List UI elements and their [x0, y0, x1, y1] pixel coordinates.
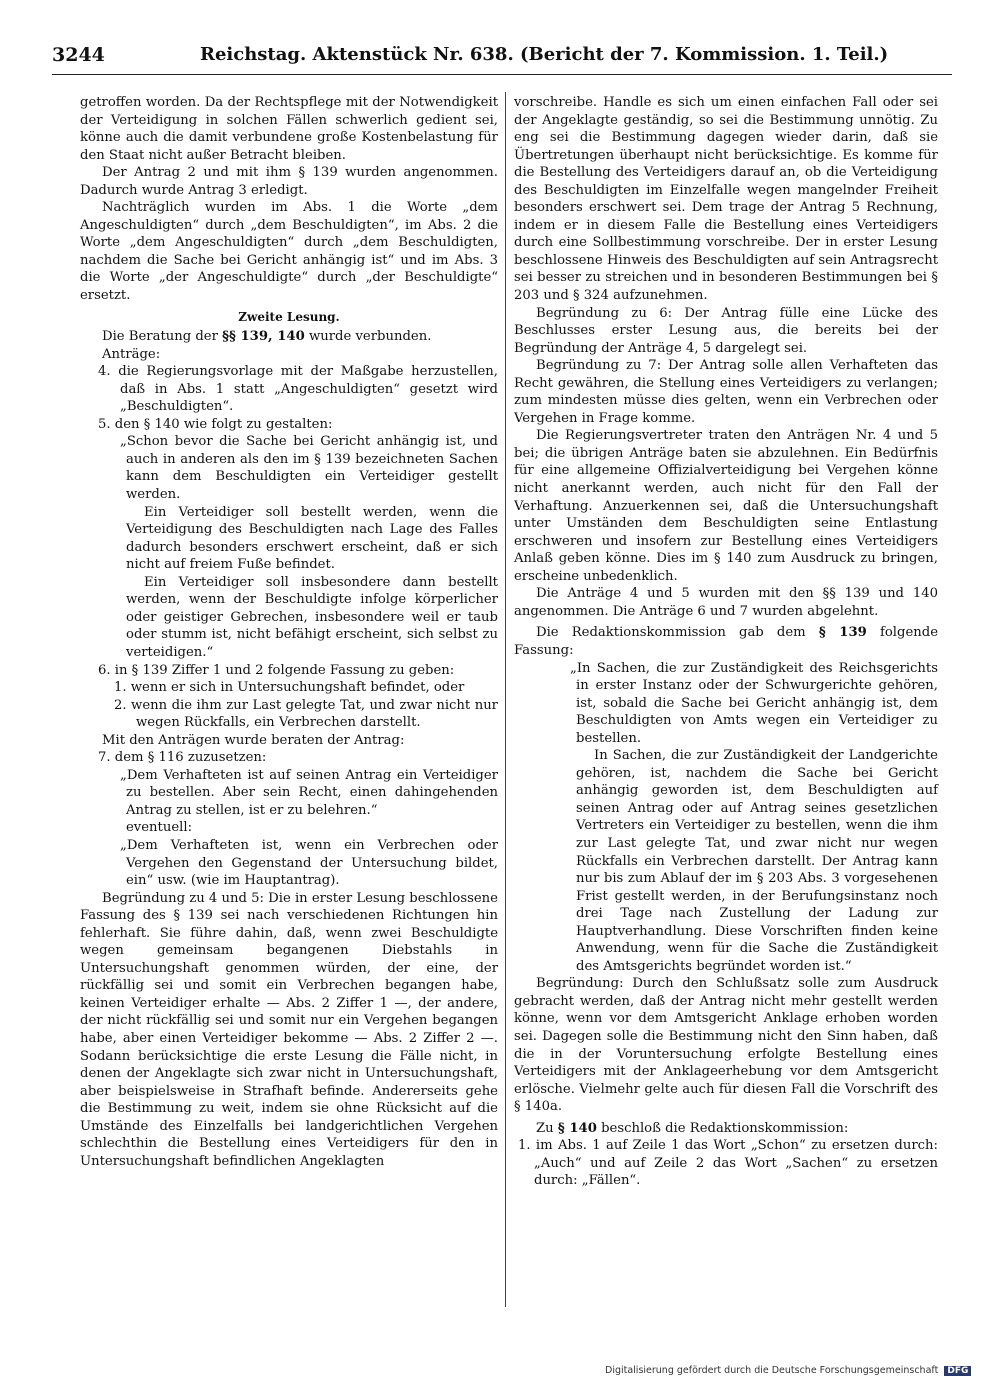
paragraph: Mit den Anträgen wurde beraten der Antrag: [102, 732, 405, 748]
paragraph: Die Anträge 4 und 5 wurden mit den §§ 139 und 140 angenommen. Die Anträge 6 und 7 wurden abgelehnt. [514, 586, 938, 619]
list-item: 6. in § 139 Ziffer 1 und 2 folgende Fassung zu geben: [98, 662, 455, 678]
text-run: Zu [536, 1120, 558, 1136]
page-header [52, 44, 952, 74]
paragraph [514, 1120, 938, 1138]
dfg-logo: DFG [944, 1366, 971, 1376]
section-ref: §§ 139, 140 [222, 329, 305, 345]
section-ref: § 140 [557, 1120, 597, 1136]
text-run: Die Beratung der [102, 329, 223, 345]
paragraph: Begründung zu 6: Der Antrag fülle eine Lücke des Beschlusses erster Lesung aus, die bereits bei der Begründung der Anträge 4, 5 dargelegt sei. [514, 305, 938, 356]
list-item: 1. im Abs. 1 auf Zeile 1 das Wort „Schon“ zu ersetzen durch: „Auch“ und auf Zeile 2 das Wort „Sachen“ zu ersetzen durch: „Fällen“. [518, 1138, 938, 1189]
paragraph: getroffen worden. Da der Rechtspflege mit der Notwendigkeit der Verteidigung in solchen Fällen schwerlich gedient sei, könne auch die damit verbundene große Kostenbelastung für den Staat nicht außer Betracht bleiben. [80, 95, 498, 163]
quote-paragraph: „Dem Verhafteten ist, wenn ein Verbrechen oder Vergehen den Gegenstand der Untersuchung bildet, ein“ usw. (wie im Hauptantrag). [120, 837, 498, 889]
credit-text: Digitalisierung gefördert durch die Deutsche Forschungsgemeinschaft [605, 1365, 939, 1376]
sub-list-item: 2. wenn die ihm zur Last gelegte Tat, und zwar nicht nur wegen Rückfalls, ein Verbrechen darstellt. [114, 697, 498, 731]
paragraph: Begründung zu 7: Der Antrag solle allen Verhafteten das Recht gewähren, die Stellung eines Verteidigers zu verlangen; zum mindesten müsse dies gelten, wenn ein Verbrechen oder Vergehen in Frage komme. [514, 358, 938, 426]
quote-paragraph: Ein Verteidiger soll bestellt werden, wenn die Verteidigung des Beschuldigten nach Lage des Falles dadurch besonders erschwert erscheint, daß er sich nicht auf freiem Fuße befindet. [126, 504, 498, 573]
running-title: Reichstag. Aktenstück Nr. 638. (Bericht der 7. Kommission. 1. Teil.) [200, 44, 889, 65]
text-run: folgende Fassung: [514, 625, 938, 658]
quote-paragraph: In Sachen, die zur Zuständigkeit der Landgerichte gehören, ist, nachdem die Sache bei Gericht anhängig geworden ist, dem Beschuldigten auf seinen Antrag oder auf Antrag seines gesetzlichen Vertreters ein Verteidiger zu bestellen, wenn die ihm zur Last gelegte Tat, und zwar nicht nur wegen Rückfalls ein Verbrechen darstellt. Der Antrag kann nur bis zum Ablauf der im § 203 Abs. 3 vorgesehenen Frist gestellt werden, in der Berufungsinstanz noch drei Tage nach Zustellung der Ladung zur Hauptverhandlung. Diese Vorschriften finden keine Anwendung, wenn für die Sache die Zuständigkeit des Amtsgerichts begründet worden ist.“ [576, 748, 938, 974]
list-item: 4. die Regierungsvorlage mit der Maßgabe herzustellen, daß in Abs. 1 statt „Angeschuldigten“ gesetzt wird „Beschuldigten“. [98, 364, 498, 415]
funding-credit [605, 1365, 971, 1376]
section-heading: Zweite Lesung. [238, 309, 340, 324]
paragraph: vorschreibe. Handle es sich um einen einfachen Fall oder sei der Angeklagte geständig, so sei die Bestimmung unnötig. Zu eng sei die Bestimmung dagegen wieder darin, daß sie Übertretungen überhaupt nicht berücksichtige. Es komme für die Bestellung des Verteidigers darauf an, ob die Verteidigung des Beschuldigten im Einzelfalle wegen mangelnder Freiheit besonders erschwert sei. Dem trage der Antrag 5 Rechnung, indem er in diesem Falle die Bestellung eines Verteidigers durch eine Sollbestimmung vorschreibe. Der in erster Lesung beschlossene Hinweis des Beschuldigten auf sein Antragsrecht sei besser zu streichen und in besonderen Bestimmungen bei § 203 und § 324 aufzunehmen. [514, 95, 938, 304]
paragraph: Nachträglich wurden im Abs. 1 die Worte „dem Angeschuldigten“ durch „dem Beschuldigten“, im Abs. 2 die Worte „dem Angeschuldigten“ durch „dem Beschuldigten, nachdem die Sache bei Gericht anhängig ist“ und im Abs. 3 die Worte „der Angeschuldigte“ durch „der Beschuldigte“ ersetzt. [80, 200, 498, 304]
text-run: beschloß die Redaktionskommission: [596, 1120, 849, 1136]
right-column [514, 94, 938, 1190]
text-run: wurde verbunden. [304, 329, 432, 345]
paragraph [514, 624, 938, 659]
list-item: 7. dem § 116 zuzusetzen: [98, 750, 267, 766]
quote-paragraph: „Dem Verhafteten ist auf seinen Antrag ein Verteidiger zu bestellen. Aber sein Recht, einen dahingehenden Antrag zu stellen, ist er zu belehren.“ [120, 767, 498, 818]
paragraph: Anträge: [102, 346, 161, 362]
quote-paragraph: „In Sachen, die zur Zuständigkeit des Reichsgerichts in erster Instanz oder der Schwurgerichte gehören, ist, sobald die Sache bei Gericht anhängig ist, dem Beschuldigten von Amts wegen ein Verteidiger zu bestellen. [570, 660, 938, 746]
paragraph: Die Regierungsvertreter traten den Anträgen Nr. 4 und 5 bei; die übrigen Anträge baten sie abzulehnen. Ein Bedürfnis für eine allgemeine Offizialverteidigung bei Vergehen könne nicht anerkannt werden, auch nicht für den Fall der Verhaftung. Anzuerkennen sei, daß die Untersuchungshaft unter Umständen dem Beschuldigten seine Entlastung erschweren und insofern zur Bestellung eines Verteidigers Anlaß geben könne. Dies im § 140 zum Ausdruck zu bringen, erscheine unbedenklich. [514, 428, 938, 584]
sub-list-item: 1. wenn er sich in Untersuchungshaft befindet, oder [114, 680, 465, 696]
paragraph: Begründung zu 4 und 5: Die in erster Lesung beschlossene Fassung des § 139 sei nach verschiedenen Richtungen hin fehlerhaft. Sie führe dahin, daß, wenn zwei Beschuldigte wegen gemeinsam begangenen Diebstahls in Untersuchungshaft genommen würden, der eine, der rückfällig sei und somit ein Verbrechen begangen habe, keinen Verteidiger erhalte — Abs. 2 Ziffer 1 —, der andere, der nicht rückfällig sei und somit nur ein Vergehen begangen habe, aber einen Verteidiger bekomme — Abs. 2 Ziffer 2 —. Sodann berücksichtige die erste Lesung die Fälle nicht, in denen der Angeklagte sich zwar nicht in Untersuchungshaft, aber beispielsweise in Strafhaft befinde. Andererseits gehe die Bestimmung zu weit, indem sie ohne Rücksicht auf die Umstände des Einzelfalls bei landgerichtlichen Vergehen schlechthin die Bestellung eines Verteidigers für den in Untersuchungshaft befindlichen Angeklagten [80, 890, 498, 1169]
quote-paragraph: „Schon bevor die Sache bei Gericht anhängig ist, und auch in anderen als den im § 139 bezeichneten Sachen kann dem Beschuldigten ein Verteidiger gestellt werden. [120, 434, 498, 503]
left-column [80, 94, 498, 1170]
quote-paragraph: Ein Verteidiger soll insbesondere dann bestellt werden, wenn der Beschuldigte infolge körperlicher oder geistiger Gebrechen, insbesondere weil er taub oder stumm ist, nicht befähigt erscheint, sich selbst zu verteidigen.“ [126, 574, 498, 660]
column-divider [505, 92, 506, 1307]
eventuell-label: eventuell: [126, 820, 193, 836]
paragraph [80, 328, 498, 346]
header-rule [52, 74, 952, 75]
paragraph: Begründung: Durch den Schlußsatz solle zum Ausdruck gebracht werden, daß der Antrag nicht mehr gestellt werden könne, wenn vor dem Amtsgericht Anklage erhoben worden sei. Dagegen solle die Bestimmung nicht den Sinn haben, daß die in der Voruntersuchung erfolgte Bestellung eines Verteidigers mit der Anklageerhebung vor dem Amtsgericht erlösche. Vielmehr gelte auch für diesen Fall die Vorschrift des § 140a. [514, 976, 938, 1115]
text-run: Die Redaktionskommission gab dem [536, 625, 819, 641]
list-item: 5. den § 140 wie folgt zu gestalten: [98, 416, 333, 432]
page-number: 3244 [52, 44, 105, 66]
section-ref: § 139 [818, 625, 867, 641]
paragraph: Der Antrag 2 und mit ihm § 139 wurden angenommen. Dadurch wurde Antrag 3 erledigt. [80, 165, 498, 198]
